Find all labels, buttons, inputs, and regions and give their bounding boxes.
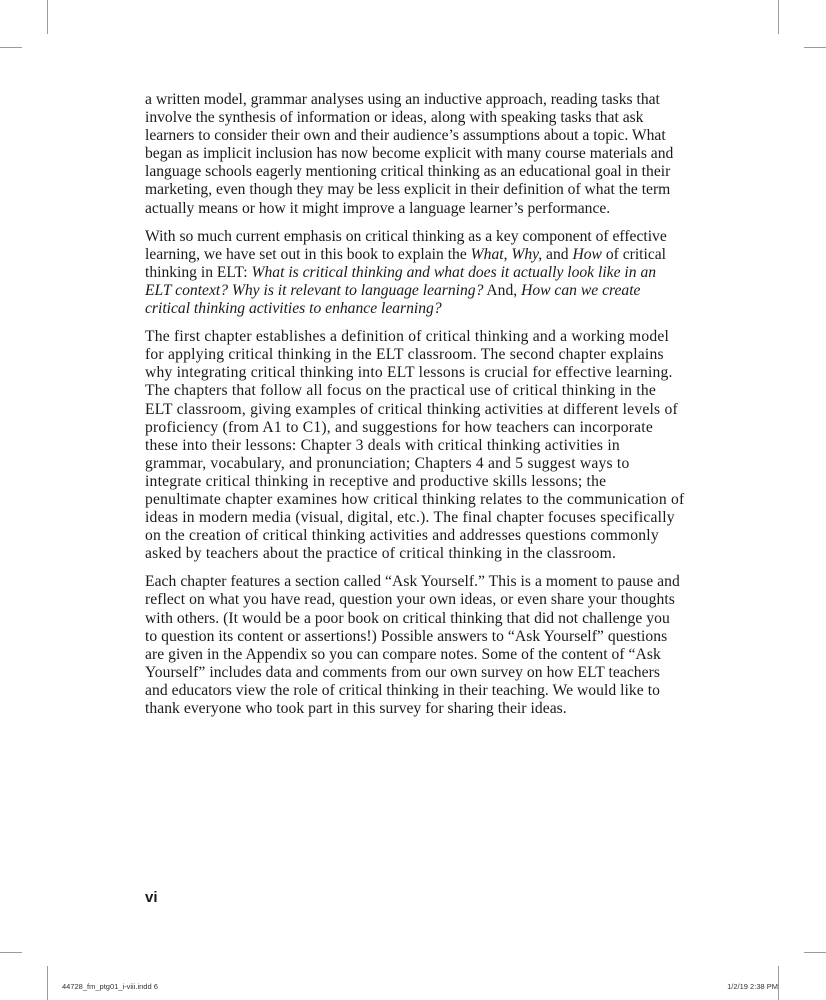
page-number: vi: [145, 889, 158, 906]
paragraph-3: [145, 328, 685, 563]
italic-text-run: What is critical thinking and what does it actually look like in an ELT context? Why is it relevant to language learning?: [145, 263, 657, 299]
italic-text-run: How can we create critical thinking activities to enhance learning?: [145, 281, 641, 318]
italic-text-run: How: [572, 245, 602, 263]
text-run: The first chapter establishes a definition of critical thinking and a working model for applying critical thinking in the ELT classroom. The second chapter explains why integrating critical thinking into ELT lessons is crucial for effective learning. The chapters that follow all focus on the practical use of critical thinking in the ELT classroom, giving examples of critical thinking activities at different levels of proficiency (from A1 to C1), and suggestions for how teachers can incorporate these into their lessons: Chapter 3 deals with critical thinking activities in grammar, vocabulary, and pronunciation; Chapters 4 and 5 suggest ways to integrate critical thinking in receptive and productive skills lessons; the penultimate chapter examines how critical thinking relates to the communication of ideas in modern media (visual, digital, etc.). The final chapter focuses specifically on the creation of critical thinking activities and addresses questions commonly asked by teachers about the practice of critical thinking in the classroom.: [145, 328, 685, 563]
text-run: ,: [503, 245, 512, 263]
text-run: With so much current emphasis on critical thinking as a key component of effective learning, we have set out in this book to explain the: [145, 227, 667, 263]
italic-text-run: What: [470, 245, 504, 263]
body-text: [145, 91, 685, 728]
slug-file-name: 44728_fm_ptg01_i-viii.indd 6: [62, 982, 158, 991]
crop-mark-top-left: [47, 0, 48, 34]
paragraph-2: [145, 228, 685, 318]
paragraph-1: [145, 91, 685, 218]
text-run: and: [542, 245, 573, 263]
text-run: of critical thinking in ELT:: [145, 245, 666, 281]
crop-mark-left-top: [0, 47, 22, 48]
slug-timestamp: 1/2/19 2:38 PM: [727, 982, 778, 991]
text-run: Each chapter features a section called “Ask Yourself.” This is a moment to pause and reflect on what you have read, question your own ideas, or even share your thoughts with others. (It would be a poor book on critical thinking that did not challenge you to question its content or assertions!) Possible answers to “Ask Yourself” questions are given in the Appendix so you can compare notes. Some of the content of “Ask Yourself” includes data and comments from our own survey on how ELT teachers and educators view the role of critical thinking in their teaching. We would like to thank everyone who took part in this survey for sharing their ideas.: [145, 573, 680, 717]
crop-mark-top-right: [778, 0, 779, 34]
crop-mark-right-bottom: [804, 952, 826, 953]
crop-mark-bottom-left: [47, 966, 48, 1000]
crop-mark-left-bottom: [0, 952, 22, 953]
italic-text-run: Why,: [511, 245, 543, 263]
crop-mark-right-top: [804, 47, 826, 48]
text-run: And,: [483, 281, 522, 299]
crop-mark-bottom-right: [778, 966, 779, 1000]
text-run: a written model, grammar analyses using an inductive approach, reading tasks that involve the synthesis of information or ideas, along with speaking tasks that ask learners to consider their own and their audience’s assumptions about a topic. What began as implicit inclusion has now become explicit with many course materials and language schools eagerly mentioning critical thinking as an educational goal in their marketing, even though they may be less explicit in their definition of what the term actually means or how it might improve a language learner’s performance.: [145, 91, 674, 217]
paragraph-4: [145, 573, 685, 718]
